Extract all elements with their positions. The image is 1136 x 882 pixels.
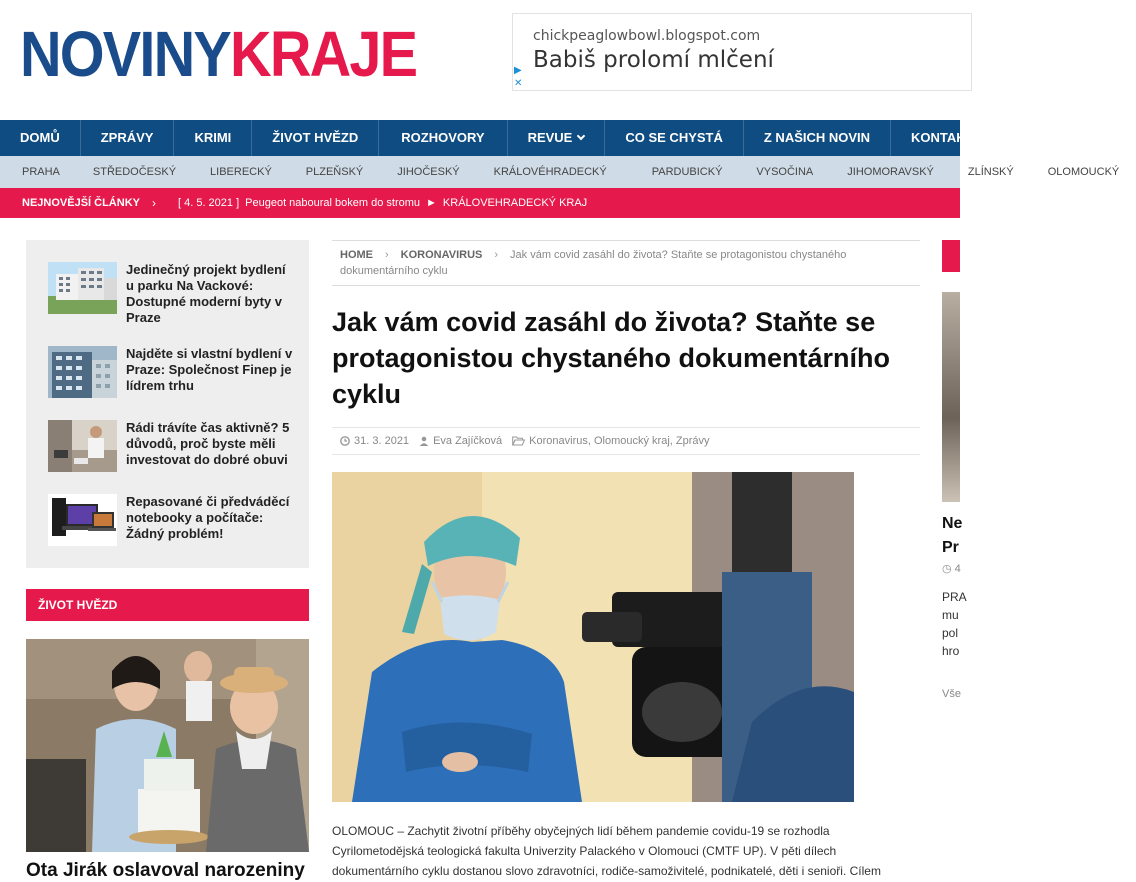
breadcrumb [332, 240, 920, 286]
nav-item-z-nasich-novin[interactable] [744, 120, 891, 156]
breadcrumb-separator-icon: › [385, 249, 389, 261]
ad-choices-icons[interactable] [514, 64, 526, 90]
ticker-region-link[interactable]: KRÁLOVEHRADECKÝ KRAJ [442, 197, 588, 209]
region-item-pardubicky[interactable]: PARDUBICKÝ [651, 166, 723, 178]
right-text-line: hro [942, 644, 960, 658]
ad-title: Babiš prolomí mlčení [533, 47, 774, 73]
right-section-heading[interactable] [942, 240, 960, 272]
right-article-meta [942, 562, 961, 575]
promo-title: Jedinečný projekt bydlení u parku Na Vackové: Dostupné moderní byty v Praze [126, 262, 286, 325]
latest-articles-ticker [0, 188, 960, 218]
right-article-excerpt [942, 588, 967, 660]
promo-title: Najděte si vlastní bydlení v Praze: Společnost Finep je lídrem trhu [126, 346, 293, 393]
article-date [340, 435, 409, 447]
logo-part-noviny: NOVINY [20, 18, 231, 90]
region-item-liberecky[interactable]: LIBERECKÝ [210, 166, 272, 178]
nav-item-rozhovory[interactable] [379, 120, 507, 156]
clock-icon: ◷ [942, 563, 952, 575]
promo-thumbnail-shoes [48, 420, 117, 472]
region-item-kralovehradecky[interactable]: KRÁLOVÉHRADECKÝ [493, 166, 607, 178]
nav-label: INZERCE [1019, 130, 1077, 145]
article-author[interactable] [419, 435, 502, 447]
nav-item-revue[interactable] [508, 120, 606, 156]
nav-item-krimi[interactable] [174, 120, 252, 156]
nav-label: REVUE [527, 130, 573, 145]
right-title-line: Pr [942, 539, 959, 556]
right-text-line: PRA [942, 590, 967, 604]
promo-thumbnail-building [48, 346, 117, 398]
nav-label: ZPRÁVY [100, 130, 154, 145]
region-nav [0, 156, 1120, 188]
region-item-stredocesky[interactable]: STŘEDOČESKÝ [92, 166, 177, 178]
ad-domain: chickpeaglowbowl.blogspot.com [533, 28, 761, 44]
region-item-plzensky[interactable]: PLZEŇSKÝ [305, 166, 364, 178]
ticker-date: [ 4. 5. 2021 ] [177, 197, 240, 209]
chevron-right-icon: › [151, 196, 156, 210]
breadcrumb-current: Jak vám covid zasáhl do života? Staňte se protagonistou chystaného dokumentárního cyklu [340, 249, 847, 277]
nav-item-zpravy[interactable] [81, 120, 175, 156]
region-item-olomoucky[interactable]: OLOMOUCKÝ [1047, 166, 1120, 178]
chevron-down-icon [577, 132, 585, 140]
article-categories[interactable] [512, 435, 709, 447]
article-author-text: Eva Zajíčková [433, 435, 503, 447]
nav-label: KONTAKTY [911, 130, 983, 145]
sidebar-promo-box [26, 240, 309, 568]
right-title-line: Ne [942, 515, 963, 532]
ticker-arrow-icon: ► [426, 197, 437, 209]
region-item-jihomoravsky[interactable]: JIHOMORAVSKÝ [847, 166, 934, 178]
ad-close-icon: ✕ [514, 78, 523, 89]
nav-label: CO SE CHYSTÁ [625, 130, 723, 145]
nav-label: ŽIVOT HVĚZD [272, 130, 359, 145]
nav-label: ROZHOVORY [401, 130, 485, 145]
article-body-text: OLOMOUC – Zachytit životní příběhy obyčejných lidí během pandemie covidu-19 se rozhodla Cyrilometodějská teologická fakulta Univerzity Palackého v Olomouci (CMTF UP). V pěti dílech dokumentárního cyklu dostanou slovo zdravotníci, rodiče-samoživitelé, podnikatelé, děti i senioři. Cílem [332, 824, 881, 878]
article-hero-photo[interactable] [332, 472, 854, 802]
nav-item-domu[interactable] [0, 120, 81, 156]
logo-part-kraje: KRAJE [230, 18, 417, 90]
promo-thumbnail-laptops [48, 494, 117, 546]
section-heading-zivot-hvezd[interactable]: ŽIVOT HVĚZD [26, 589, 309, 621]
site-logo[interactable] [20, 18, 416, 90]
folder-open-icon [512, 436, 525, 446]
right-more-link[interactable]: Vše [942, 688, 961, 700]
nav-item-kontakty[interactable] [891, 120, 1003, 156]
right-meta-text: 4 [954, 563, 961, 575]
promo-title: Rádi trávíte čas aktivně? 5 důvodů, proč byste měli investovat do dobré obuvi [126, 420, 290, 467]
right-column-photo[interactable] [942, 292, 960, 502]
region-item-jihocesky[interactable]: JIHOČESKÝ [397, 166, 460, 178]
ad-play-icon: ▶ [514, 65, 522, 76]
promo-title: Repasované či předváděcí notebooky a počítače: Žádný problém! [126, 494, 290, 541]
article-categories-text: Koronavirus, Olomoucký kraj, Zprávy [529, 435, 710, 447]
promo-thumbnail-apartments [48, 262, 117, 314]
nav-item-inzerce[interactable] [1003, 120, 1093, 156]
ticker-heading: NEJNOVĚJŠÍ ČLÁNKY [22, 197, 140, 209]
breadcrumb-separator-icon: › [494, 249, 499, 261]
article-title: Jak vám covid zasáhl do života? Staňte se protagonistou chystaného dokumentárního cyklu [332, 307, 891, 409]
nav-label: DOMŮ [20, 130, 60, 145]
region-item-vysocina[interactable]: VYSOČINA [756, 166, 814, 178]
breadcrumb-category[interactable]: KORONAVIRUS [400, 249, 483, 261]
article-date-text: 31. 3. 2021 [354, 435, 410, 447]
right-text-line: pol [942, 626, 959, 640]
featured-celebrity-title[interactable]: Ota Jirák oslavoval narozeniny [26, 860, 305, 881]
ticker-headline-link[interactable]: Peugeot naboural bokem do stromu [245, 197, 421, 209]
featured-celebrity-photo[interactable] [26, 639, 309, 852]
nav-item-zivot-hvezd[interactable] [252, 120, 379, 156]
nav-label: Z NAŠICH NOVIN [763, 130, 871, 145]
region-item-zlinsky[interactable]: ZLÍNSKÝ [967, 166, 1014, 178]
clock-icon [340, 436, 350, 446]
region-item-praha[interactable]: PRAHA [22, 166, 60, 178]
user-icon [419, 436, 429, 446]
main-nav [0, 120, 1077, 156]
site-header [0, 0, 960, 120]
header-ad-banner[interactable] [512, 13, 972, 91]
nav-label: KRIMI [194, 130, 232, 145]
breadcrumb-home[interactable]: HOME [340, 249, 373, 261]
article-meta [332, 427, 920, 455]
right-text-line: mu [942, 608, 959, 622]
right-article-title[interactable] [942, 512, 962, 560]
nav-item-co-se-chysta[interactable] [605, 120, 744, 156]
